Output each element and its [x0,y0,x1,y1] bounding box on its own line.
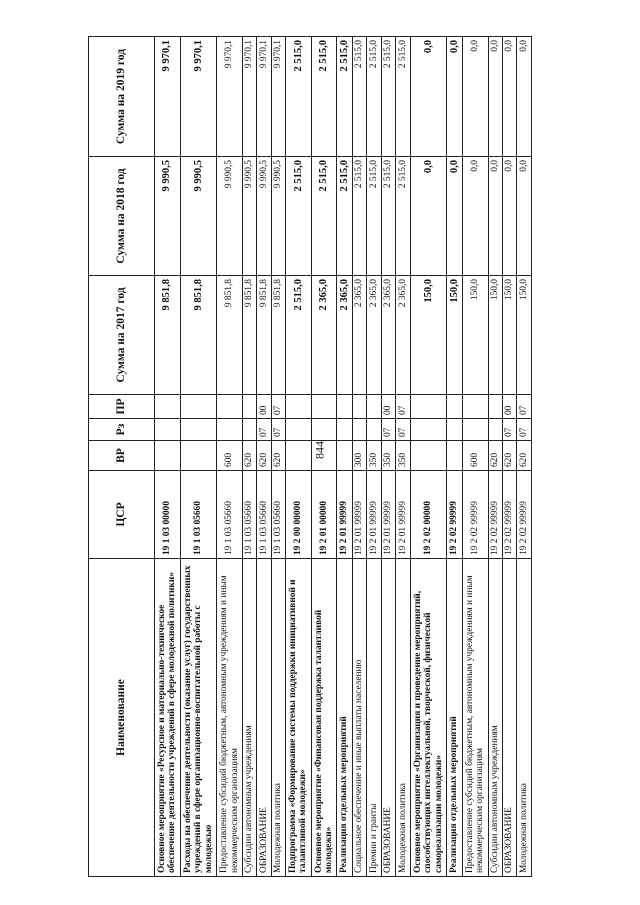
cell-name: Реализация отдельных мероприятий [447,559,463,877]
cell-vr: 620 [517,441,532,471]
cell-rz: 07 [257,419,271,441]
rotated-table-container [88,37,532,877]
cell-2019: 2 515,0 [367,37,381,157]
cell-2017: 9 851,8 [217,276,243,395]
cell-name: Расходы на обеспечение деятельности (оказание услуг) государственных учреждений в сфере организационно-воспитательной работы с молодежью [180,559,217,877]
cell-csr: 19 1 03 05660 [217,471,243,559]
cell-2018: 0,0 [488,157,502,276]
cell-2019: 2 515,0 [353,37,367,157]
cell-csr: 19 2 02 99999 [488,471,502,559]
cell-2017: 150,0 [503,276,517,395]
cell-2018: 2 515,0 [337,157,353,276]
cell-2019: 0,0 [503,37,517,157]
table-row [286,37,312,877]
cell-2018: 2 515,0 [367,157,381,276]
cell-2019: 0,0 [488,37,502,157]
table-row [517,37,532,877]
cell-2017: 2 515,0 [286,276,312,395]
cell-pr [353,395,367,419]
cell-pr [242,395,256,419]
header-csr: ЦСР [89,471,155,559]
table-row [257,37,271,877]
header-rz: Рз [89,419,155,441]
cell-2019: 9 970,1 [242,37,256,157]
table-row [410,37,447,877]
cell-2017: 9 851,8 [155,276,181,395]
header-name: Наименование [89,559,155,877]
cell-csr: 19 2 01 00000 [311,471,337,559]
page-number: 844 [312,441,327,459]
cell-pr [180,395,217,419]
cell-csr: 19 2 01 99999 [396,471,410,559]
cell-name: Основное мероприятие «Ресурсное и материально-техническое обеспечение деятельности учреждений в сфере молодежной политики» [155,559,181,877]
cell-name: Социальное обеспечение и иные выплаты населению [353,559,367,877]
cell-2019: 0,0 [517,37,532,157]
cell-csr: 19 2 01 99999 [337,471,353,559]
table-row [503,37,517,877]
cell-vr [337,441,353,471]
table-row [217,37,243,877]
cell-2018: 9 990,5 [242,157,256,276]
cell-2018: 0,0 [517,157,532,276]
cell-name: Подпрограмма «Формирование системы поддержки инициативной и талантливой молодежи» [286,559,312,877]
table-row [463,37,489,877]
cell-rz [337,419,353,441]
cell-2017: 9 851,8 [180,276,217,395]
cell-rz [447,419,463,441]
cell-2017: 9 851,8 [257,276,271,395]
cell-name: Премии и гранты [367,559,381,877]
cell-pr: 00 [503,395,517,419]
cell-csr: 19 1 03 05660 [271,471,285,559]
cell-rz [367,419,381,441]
cell-name: Субсидии автономным учреждениям [488,559,502,877]
cell-2019: 2 515,0 [311,37,337,157]
cell-2018: 0,0 [410,157,447,276]
cell-rz [410,419,447,441]
cell-pr: 07 [517,395,532,419]
cell-name: ОБРАЗОВАНИЕ [257,559,271,877]
table-row [311,37,337,877]
budget-table [88,36,532,877]
table-row [381,37,395,877]
table-body [155,37,532,877]
cell-2019: 2 515,0 [337,37,353,157]
cell-2017: 9 851,8 [242,276,256,395]
cell-pr: 07 [396,395,410,419]
cell-2017: 150,0 [488,276,502,395]
cell-2018: 2 515,0 [396,157,410,276]
cell-pr [155,395,181,419]
cell-rz: 07 [503,419,517,441]
cell-name: Реализация отдельных мероприятий [337,559,353,877]
cell-pr [367,395,381,419]
cell-csr: 19 1 03 00000 [155,471,181,559]
cell-pr [286,395,312,419]
cell-csr: 19 1 03 05660 [257,471,271,559]
table-header-row [89,37,155,877]
cell-2017: 150,0 [447,276,463,395]
cell-2017: 2 365,0 [311,276,337,395]
cell-csr: 19 2 02 99999 [517,471,532,559]
cell-2017: 150,0 [463,276,489,395]
cell-vr: 620 [271,441,285,471]
cell-2018: 0,0 [503,157,517,276]
cell-rz [242,419,256,441]
header-vr: ВР [89,441,155,471]
cell-vr: 300 [353,441,367,471]
cell-2018: 9 990,5 [257,157,271,276]
cell-vr [286,441,312,471]
table-row [180,37,217,877]
cell-2018: 2 515,0 [353,157,367,276]
cell-csr: 19 2 00 00000 [286,471,312,559]
cell-vr [447,441,463,471]
header-2018: Сумма на 2018 год [89,157,155,276]
cell-rz [311,419,337,441]
cell-2017: 9 851,8 [271,276,285,395]
cell-vr: 620 [488,441,502,471]
cell-vr: 350 [381,441,395,471]
cell-2017: 2 365,0 [353,276,367,395]
table-row [488,37,502,877]
cell-2018: 9 990,5 [180,157,217,276]
table-row [337,37,353,877]
cell-2018: 9 990,5 [271,157,285,276]
cell-csr: 19 1 03 05660 [180,471,217,559]
cell-pr [447,395,463,419]
cell-2019: 2 515,0 [286,37,312,157]
cell-2018: 9 990,5 [155,157,181,276]
cell-csr: 19 1 03 05660 [242,471,256,559]
cell-vr [155,441,181,471]
cell-pr [311,395,337,419]
table-row [367,37,381,877]
cell-name: Предоставление субсидий бюджетным, автономным учреждениям и иным некоммерческим организациям [463,559,489,877]
cell-2017: 2 365,0 [337,276,353,395]
table-row [271,37,285,877]
cell-pr [337,395,353,419]
table-row [447,37,463,877]
cell-2019: 9 970,1 [217,37,243,157]
cell-2018: 2 515,0 [311,157,337,276]
cell-vr: 600 [217,441,243,471]
cell-2019: 0,0 [447,37,463,157]
cell-rz [353,419,367,441]
cell-rz [463,419,489,441]
cell-vr: 620 [242,441,256,471]
cell-rz: 07 [517,419,532,441]
cell-rz [488,419,502,441]
cell-rz [155,419,181,441]
cell-2018: 0,0 [463,157,489,276]
cell-2018: 0,0 [447,157,463,276]
cell-rz [286,419,312,441]
cell-vr: 620 [257,441,271,471]
cell-name: Молодежная политика [396,559,410,877]
cell-vr [410,441,447,471]
cell-2019: 0,0 [410,37,447,157]
cell-name: ОБРАЗОВАНИЕ [381,559,395,877]
cell-pr [488,395,502,419]
cell-csr: 19 2 02 99999 [503,471,517,559]
cell-2017: 2 365,0 [396,276,410,395]
cell-name: Молодежная политика [271,559,285,877]
cell-pr [410,395,447,419]
cell-csr: 19 2 01 99999 [367,471,381,559]
cell-name: Предоставление субсидий бюджетным, автономным учреждениям и иным некоммерческим организациям [217,559,243,877]
cell-2017: 2 365,0 [381,276,395,395]
cell-2018: 9 990,5 [217,157,243,276]
header-2017: Сумма на 2017 год [89,276,155,395]
cell-2019: 2 515,0 [396,37,410,157]
cell-vr: 620 [503,441,517,471]
cell-pr [217,395,243,419]
cell-name: Молодежная политика [517,559,532,877]
header-2019: Сумма на 2019 год [89,37,155,157]
cell-2019: 0,0 [463,37,489,157]
cell-pr [463,395,489,419]
cell-2019: 9 970,1 [271,37,285,157]
cell-vr [311,441,337,471]
cell-vr: 350 [367,441,381,471]
cell-rz: 07 [271,419,285,441]
cell-rz: 07 [396,419,410,441]
cell-2018: 2 515,0 [381,157,395,276]
cell-2019: 9 970,1 [155,37,181,157]
header-pr: ПР [89,395,155,419]
cell-rz [217,419,243,441]
cell-csr: 19 2 01 99999 [381,471,395,559]
table-row [396,37,410,877]
cell-csr: 19 2 02 99999 [463,471,489,559]
cell-vr: 600 [463,441,489,471]
table-row [155,37,181,877]
cell-name: Основное мероприятие «Финансовая поддержка талантливой молодежи» [311,559,337,877]
cell-name: ОБРАЗОВАНИЕ [503,559,517,877]
cell-csr: 19 2 01 99999 [353,471,367,559]
table-row [242,37,256,877]
cell-pr: 07 [271,395,285,419]
cell-csr: 19 2 02 00000 [410,471,447,559]
cell-2019: 2 515,0 [381,37,395,157]
cell-pr: 00 [381,395,395,419]
cell-vr: 350 [396,441,410,471]
cell-rz: 07 [381,419,395,441]
cell-name: Субсидии автономным учреждениям [242,559,256,877]
cell-2017: 2 365,0 [367,276,381,395]
cell-2018: 2 515,0 [286,157,312,276]
cell-csr: 19 2 02 99999 [447,471,463,559]
cell-pr: 00 [257,395,271,419]
table-row [353,37,367,877]
cell-name: Основное мероприятие «Организация и проведение мероприятий, способствующих интеллектуальной, творческой, физической самореализации молодежи» [410,559,447,877]
cell-2017: 150,0 [410,276,447,395]
cell-2019: 9 970,1 [257,37,271,157]
cell-2017: 150,0 [517,276,532,395]
cell-2019: 9 970,1 [180,37,217,157]
cell-vr [180,441,217,471]
cell-rz [180,419,217,441]
